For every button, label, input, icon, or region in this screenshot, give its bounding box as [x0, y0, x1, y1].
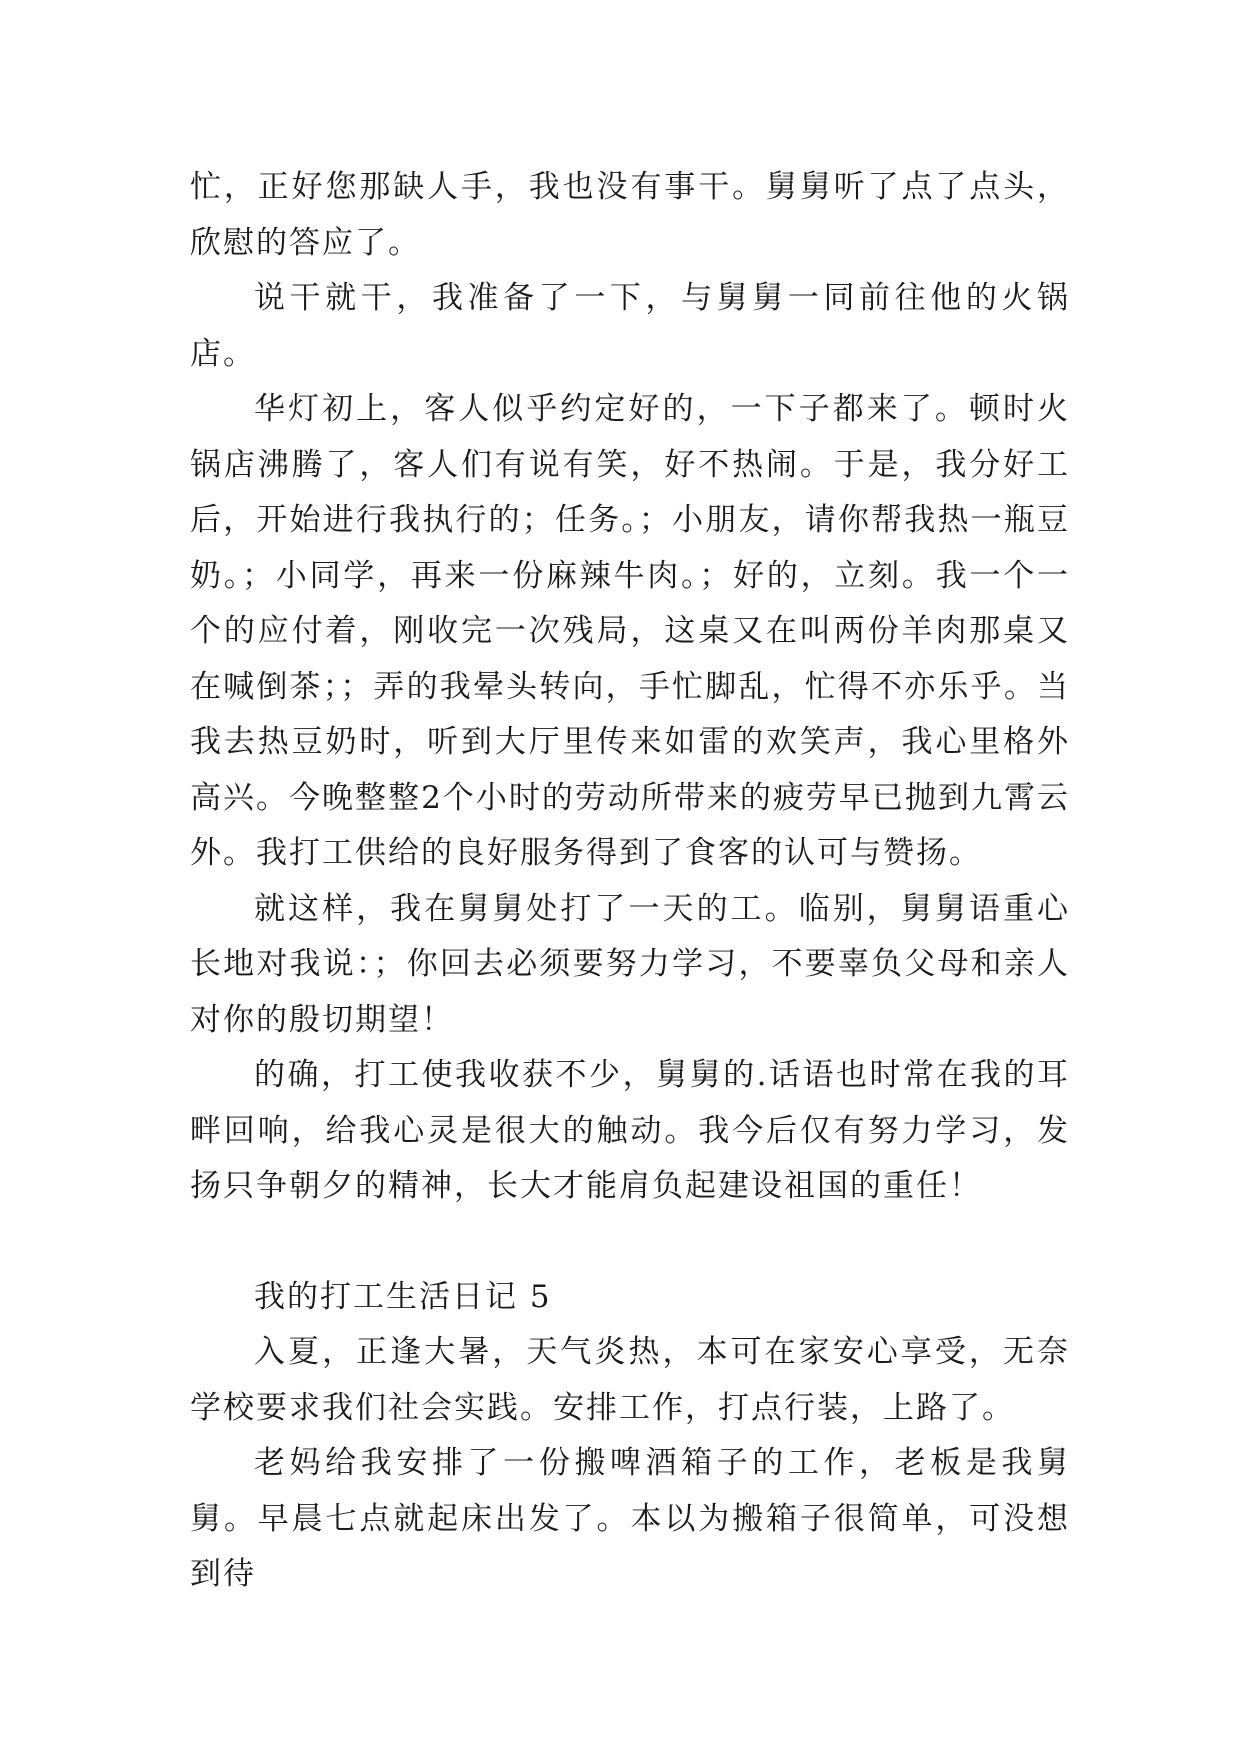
paragraph: 老妈给我安排了一份搬啤酒箱子的工作，老板是我舅舅。早晨七点就起床出发了。本以为搬箱子很简单，可没想到待 [190, 1445, 1070, 1592]
section-title: 我的打工生活日记 5 [254, 1278, 552, 1315]
article-body-bottom [190, 1325, 1070, 1603]
paragraph: 就这样，我在舅舅处打了一天的工。临别，舅舅语重心长地对我说：；你回去必须要努力学习，不要辜负父母和亲人对你的殷切期望！ [190, 890, 1070, 1038]
paragraph: 的确，打工使我收获不少，舅舅的.话语也时常在我的耳畔回响，给我心灵是很大的触动。我今后仅有努力学习，发扬只争朝夕的精神，长大才能肩负起建设祖国的重任！ [190, 1057, 1070, 1204]
section-gap [190, 1215, 1070, 1270]
document-page [190, 160, 1070, 1603]
paragraph: 忙，正好您那缺人手，我也没有事干。舅舅听了点了点头，欣慰的答应了。 [190, 169, 1070, 261]
paragraph: 华灯初上，客人似乎约定好的，一下子都来了。顿时火锅店沸腾了，客人们有说有笑，好不热闹。于是，我分好工后，开始进行我执行的；任务。；小朋友，请你帮我热一瓶豆奶。；小同学，再来一份麻辣牛肉。；好的，立刻。我一个一个的应付着，刚收完一次残局，这桌又在叫两份羊肉那桌又在喊倒茶；；弄的我晕头转向，手忙脚乱，忙得不亦乐乎。当我去热豆奶时，听到大厅里传来如雷的欢笑声，我心里格外高兴。今晚整整2个小时的劳动所带来的疲劳早已抛到九霄云外。我打工供给的良好服务得到了食客的认可与赞扬。 [190, 391, 1070, 871]
article-body-top [190, 160, 1070, 1215]
paragraph: 说干就干，我准备了一下，与舅舅一同前往他的火锅店。 [190, 280, 1070, 372]
paragraph: 入夏，正逢大暑，天气炎热，本可在家安心享受，无奈学校要求我们社会实践。安排工作，打点行装，上路了。 [190, 1334, 1070, 1426]
